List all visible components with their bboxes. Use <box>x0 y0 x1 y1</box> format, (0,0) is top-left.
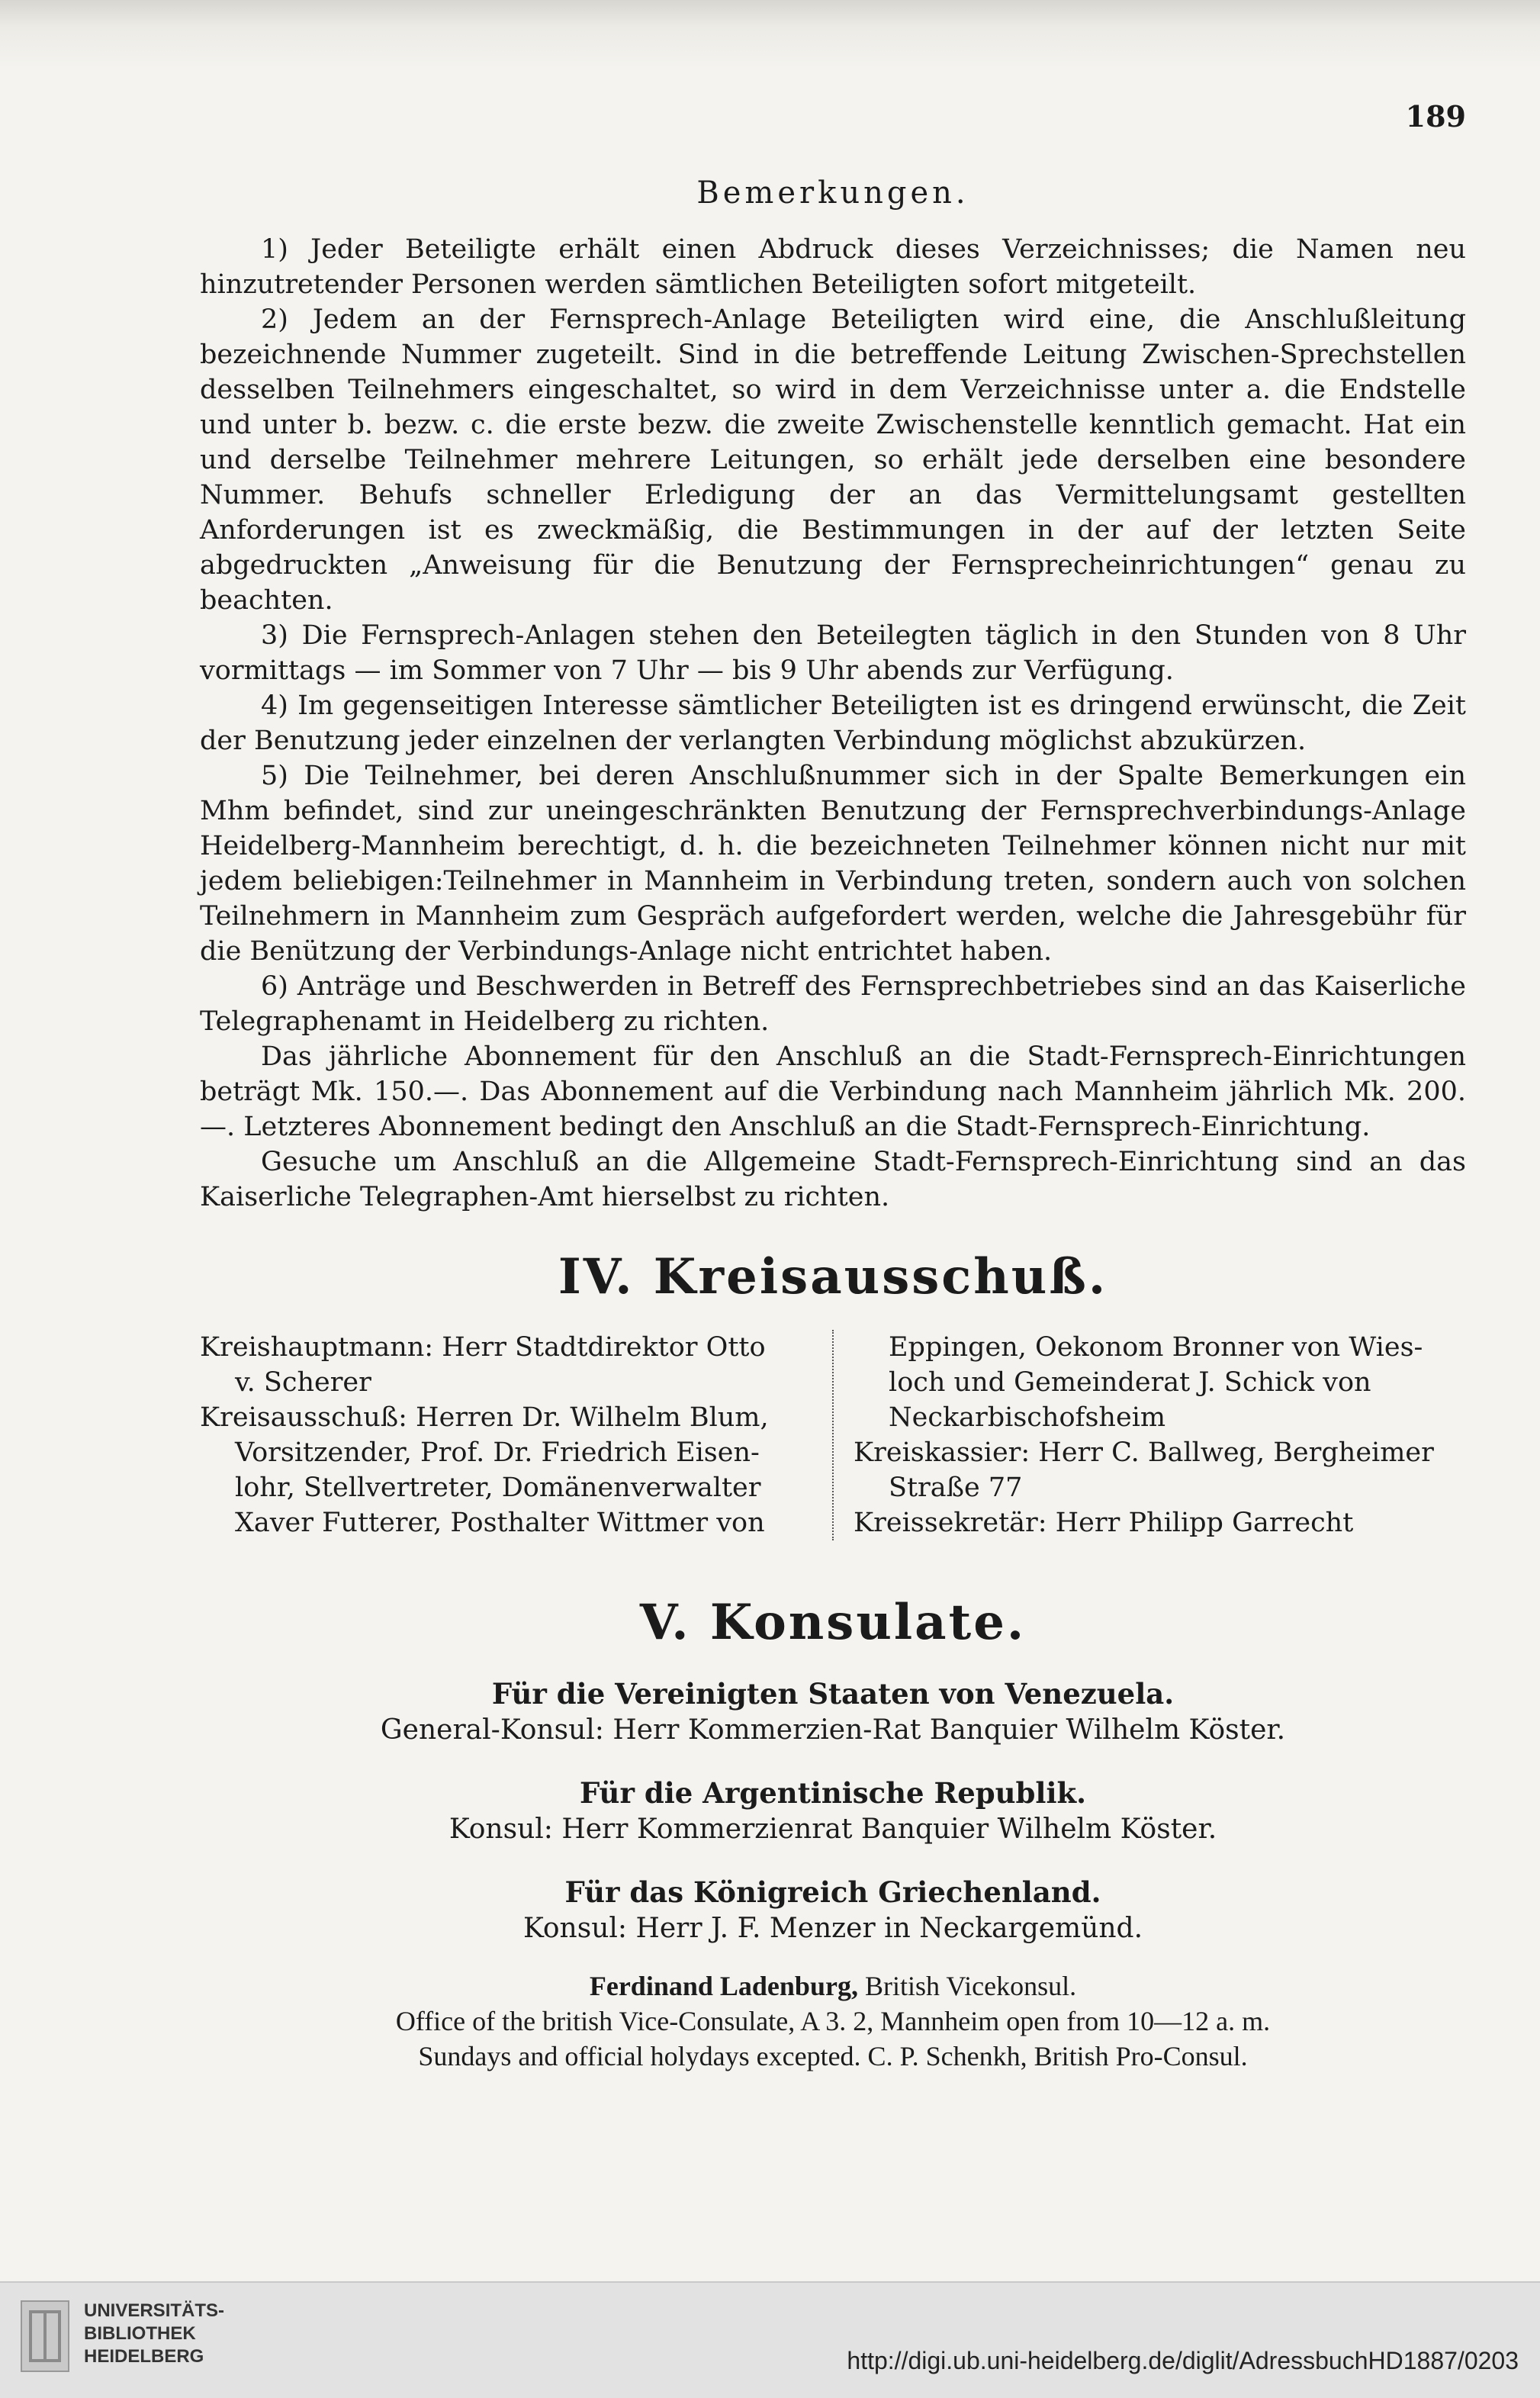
gesuche-paragraph: Gesuche um Anschluß an die Allgemeine Stadt-Fernsprech-Einrichtung sind an das Kaiserliche Telegraphen-Amt hierselbst zu richten. <box>200 1147 1466 1212</box>
column-line: Vorsitzender, Prof. Dr. Friedrich Eisen- <box>235 1437 760 1468</box>
source-url-link[interactable]: http://digi.ub.uni-heidelberg.de/diglit/AdressbuchHD1887/0203 <box>847 2347 1519 2374</box>
consulate-person: General-Konsul: Herr Kommerzien-Rat Banquier Wilhelm Köster. <box>380 1714 1286 1746</box>
column-line: Kreisausschuß: Herren Dr. Wilhelm Blum, <box>200 1402 769 1433</box>
column-line: loch und Gemeinderat J. Schick von <box>889 1367 1371 1398</box>
scan-top-edge <box>0 0 1540 69</box>
kreisausschuss-columns <box>200 1330 1466 1540</box>
consulate-person: Konsul: Herr Kommerzienrat Banquier Wilhelm Köster. <box>448 1814 1217 1845</box>
library-name-line: BIBLIOTHEK <box>84 2323 196 2344</box>
konsulate-heading: V. Konsulate. <box>639 1594 1027 1651</box>
consulate-country: Für das Königreich Griechenland. <box>564 1875 1101 1909</box>
consulate-entry <box>200 1677 1466 1750</box>
kreisausschuss-right-column <box>832 1330 1466 1540</box>
column-line: Eppingen, Oekonom Bronner von Wies- <box>889 1332 1423 1363</box>
consulate-entry <box>200 1875 1466 1949</box>
column-line: v. Scherer <box>235 1367 371 1398</box>
remark-paragraph: 6) Anträge und Beschwerden in Betreff des Fernsprechbetriebes sind an das Kaiserliche Telegraphenamt in Heidelberg zu richten. <box>200 971 1466 1037</box>
consulate-person: Konsul: Herr J. F. Menzer in Neckargemünd. <box>522 1913 1143 1944</box>
remarks-title: Bemerkungen. <box>696 175 969 211</box>
consulate-country: Für die Vereinigten Staaten von Venezuela. <box>491 1677 1175 1711</box>
library-footer <box>0 2281 1540 2398</box>
column-line: Kreiskassier: Herr C. Ballweg, Bergheimer <box>854 1437 1434 1468</box>
remark-paragraph: 4) Im gegenseitigen Interesse sämtlicher Beteiligten ist es dringend erwünscht, die Zeit der Benutzung jeder einzelnen der verlangten Verbindung möglichst abzukürzen. <box>200 690 1466 756</box>
library-name <box>84 2300 224 2368</box>
column-line: Straße 77 <box>889 1473 1023 1503</box>
remark-paragraph: 2) Jedem an der Fernsprech-Anlage Beteiligten wird eine, die Anschlußleitung bezeichnende Nummer zugeteilt. Sind in die betreffende Leitung Zwischen-Sprechstellen desselben Teilnehmers eingeschaltet, so wird in dem Verzeichnisse unter a. die Endstelle und unter b. bezw. c. die erste bezw. die zweite Zwischenstelle kenntlich gemacht. Hat ein und derselbe Teilnehmer mehrere Leitungen, so erhält jede derselben eine besondere Nummer. Behufs schneller Erledigung der an das Vermittelungsamt gestellten Anforderungen ist es zweckmäßig, die Bestimmungen in der auf der letzten Seite abgedruckten „Anweisung für die Benutzung der Fernsprecheinrichtungen“ genau zu beachten. <box>200 304 1466 616</box>
abonnement-paragraph: Das jährliche Abonnement für den Anschluß an die Stadt-Fernsprech-Einrichtungen beträgt Mk. 150.—. Das Abonnement auf die Verbindung nach Mannheim jährlich Mk. 200.—. Letzteres Abonnement bedingt den Anschluß an die Stadt-Fernsprech-Einrichtung. <box>200 1041 1466 1142</box>
remark-paragraph: 3) Die Fernsprech-Anlagen stehen den Beteilegten täglich in den Stunden von 8 Uhr vormittags — im Sommer von 7 Uhr — bis 9 Uhr abends zur Verfügung. <box>200 620 1466 686</box>
consulate-country: Für die Argentinische Republik. <box>579 1776 1087 1810</box>
column-line: lohr, Stellvertreter, Domänenverwalter <box>235 1473 761 1503</box>
page-number: 189 <box>1405 99 1466 134</box>
vicekonsul-title: British Vicekonsul. <box>857 1971 1077 2001</box>
column-line: Kreishauptmann: Herr Stadtdirektor Otto <box>200 1332 766 1363</box>
library-logo-icon <box>18 2298 72 2374</box>
column-line: Neckarbischofsheim <box>889 1402 1166 1433</box>
kreisausschuss-heading: IV. Kreisausschuß. <box>558 1248 1108 1305</box>
british-hours-line: Sundays and official holydays excepted. C. P. Schenkh, British Pro-Consul. <box>418 2041 1248 2071</box>
remark-paragraph: 5) Die Teilnehmer, bei deren Anschlußnummer sich in der Spalte Bemerkungen ein Mhm befindet, sind zur uneingeschränkten Benutzung der Fernsprechverbindungs-Anlage Heidelberg-Mannheim berechtigt, d. h. die bezeichneten Teilnehmer können nicht nur mit jedem beliebigen:Teilnehmer in Mannheim in Verbindung treten, sondern auch von solchen Teilnehmern in Mannheim zum Gespräch aufgefordert werden, welche die Jahresgebühr für die Benützung der Verbindungs-Anlage nicht entrichtet haben. <box>200 761 1466 967</box>
library-name-line: HEIDELBERG <box>84 2346 204 2367</box>
consulate-entry <box>200 1776 1466 1849</box>
vicekonsul-name: Ferdinand Ladenburg, <box>589 1971 858 2001</box>
british-vicekonsul-line <box>200 1968 1466 2004</box>
british-office-line: Office of the british Vice-Consulate, A 3. 2, Mannheim open from 10—12 a. m. <box>395 2006 1271 2036</box>
column-line: Kreissekretär: Herr Philipp Garrecht <box>854 1508 1354 1538</box>
library-name-line: UNIVERSITÄTS- <box>84 2300 225 2321</box>
document-page <box>200 84 1466 2074</box>
remark-paragraph: 1) Jeder Beteiligte erhält einen Abdruck dieses Verzeichnisses; die Namen neu hinzutretender Personen werden sämtlichen Beteiligten sofort mitgeteilt. <box>200 234 1466 300</box>
kreisausschuss-left-column <box>200 1330 832 1540</box>
british-consulate <box>200 1968 1466 2074</box>
remarks-body <box>200 232 1466 1215</box>
column-line: Xaver Futterer, Posthalter Wittmer von <box>235 1508 765 1538</box>
